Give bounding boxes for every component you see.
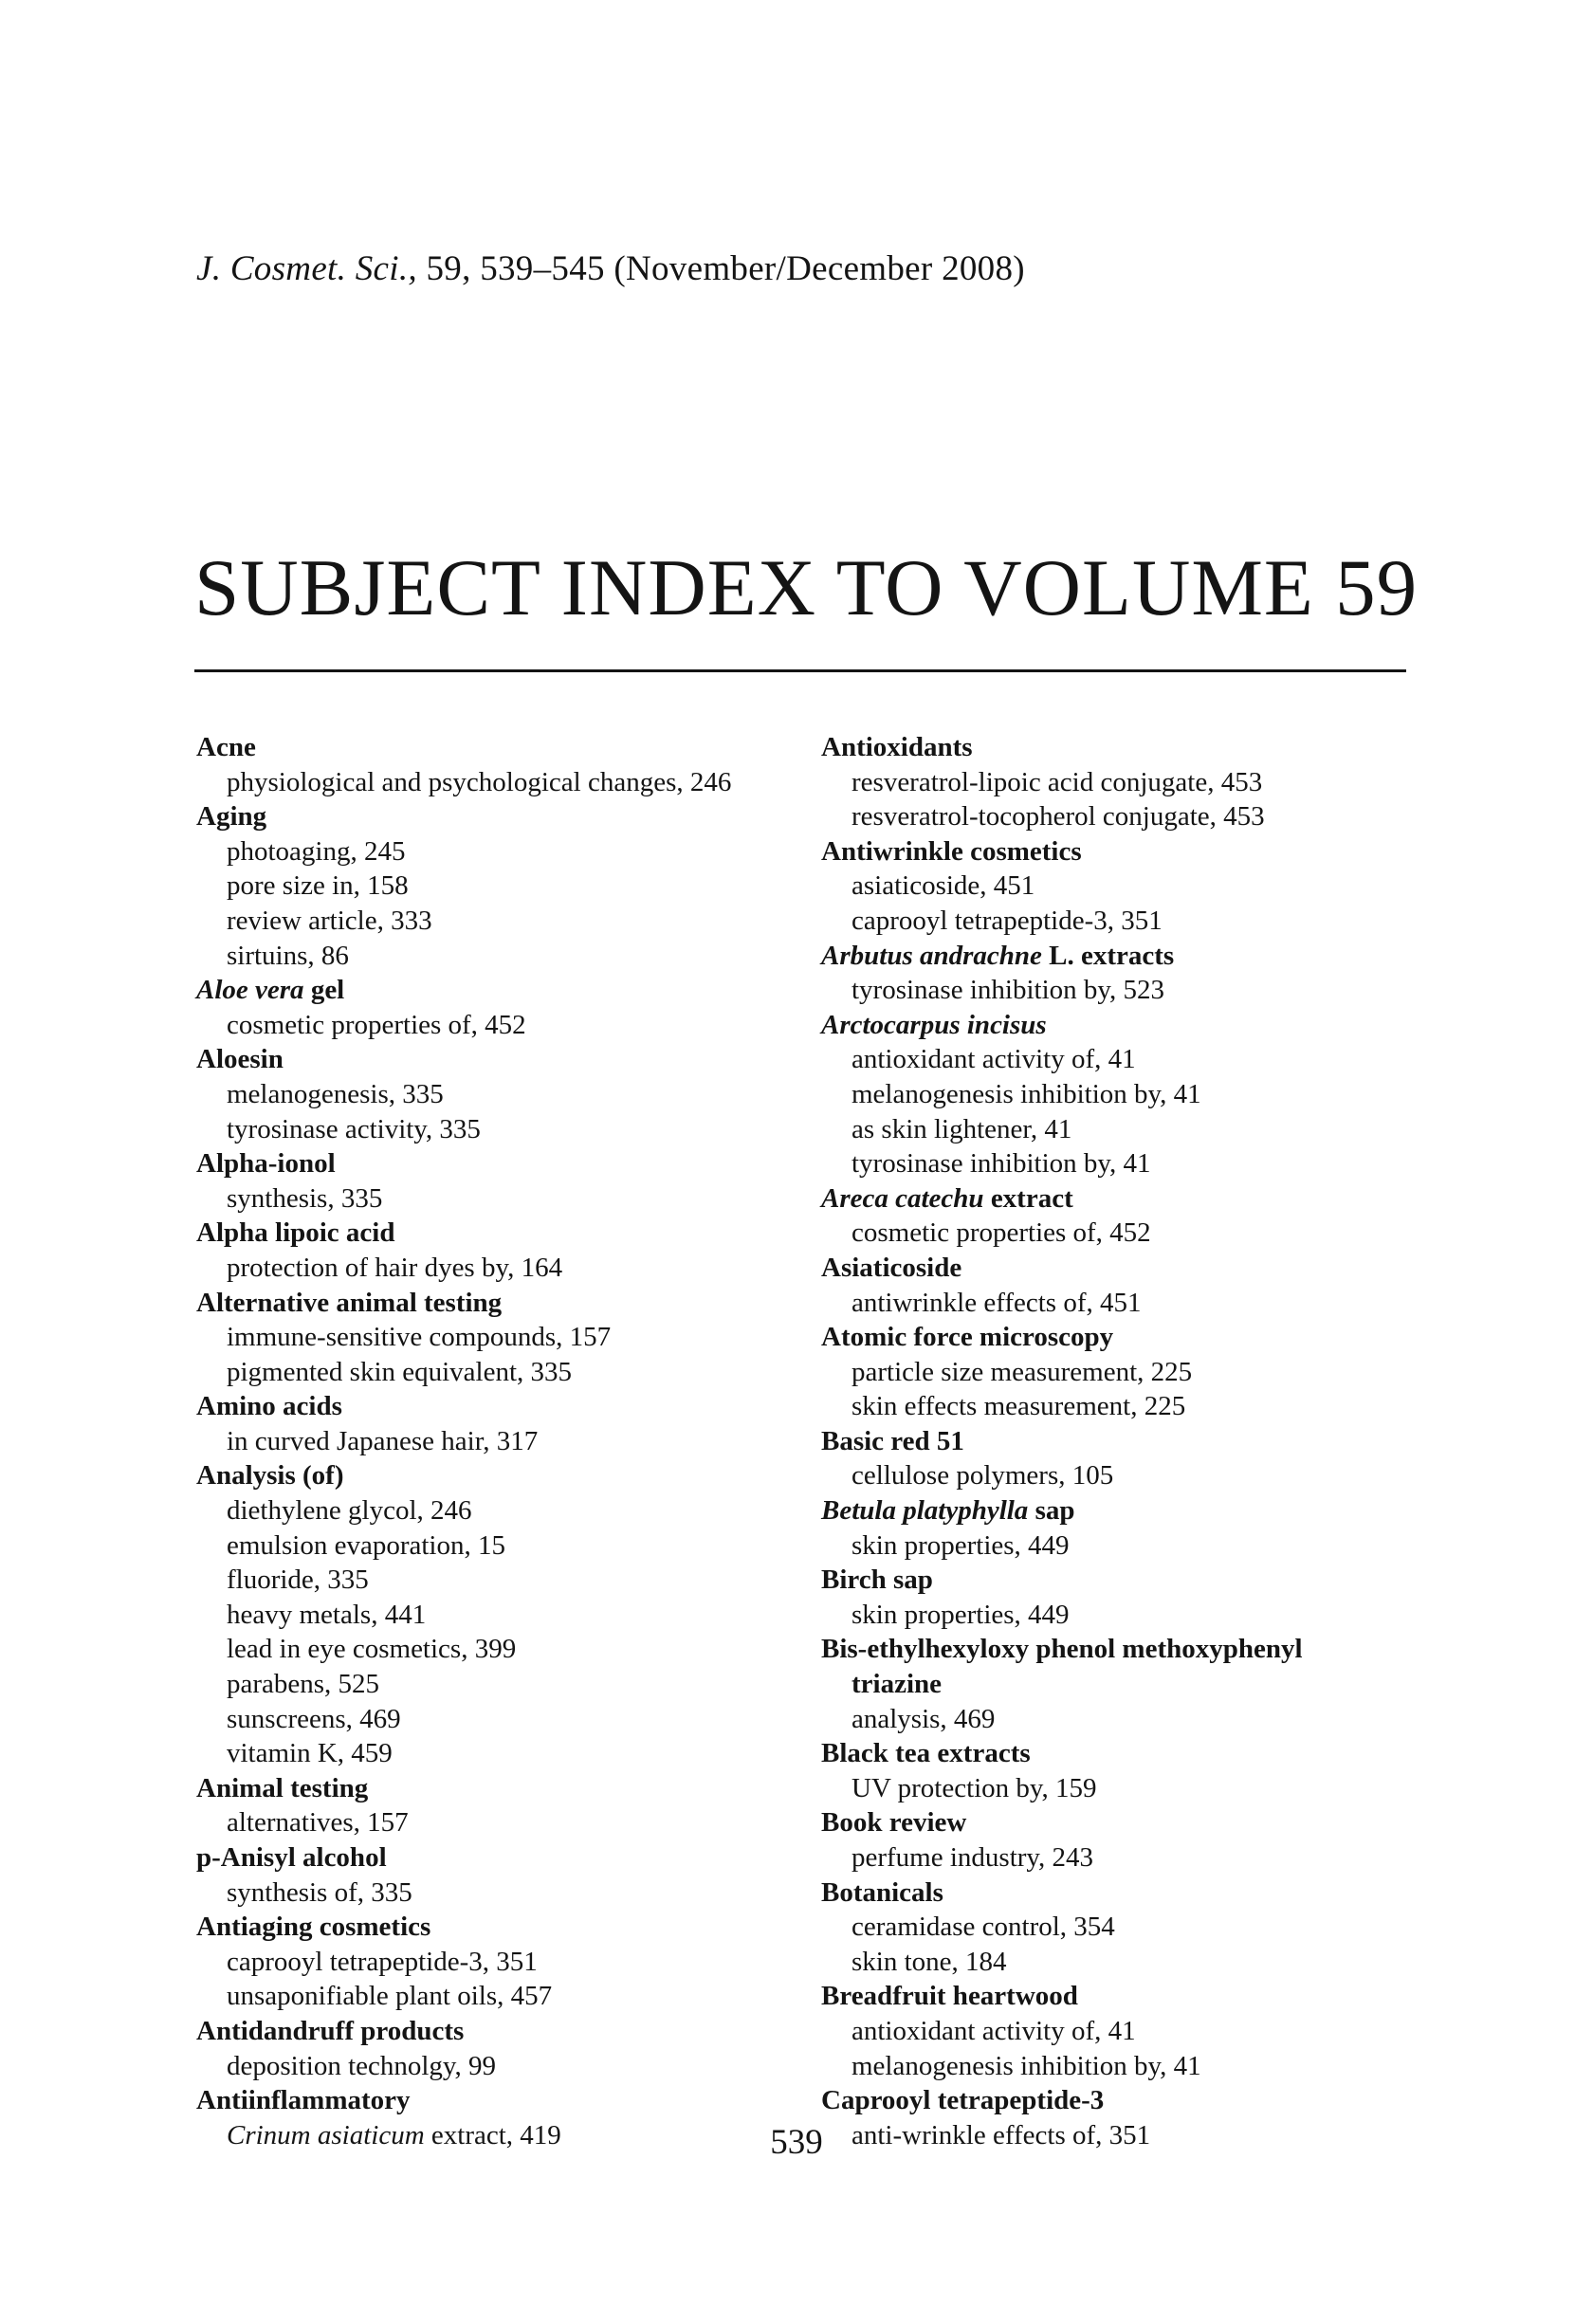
index-column-right: [821, 730, 1447, 2152]
index-entry: [196, 1458, 803, 1770]
entry-heading: [196, 2014, 803, 2049]
entry-heading-text: gel: [303, 975, 345, 1006]
entry-subheading: antiwrinkle effects of, 451: [851, 1287, 1142, 1318]
entry-heading: [196, 2083, 803, 2118]
entry-subheading: tyrosinase activity, 335: [227, 1113, 481, 1144]
entry-subheading: vitamin K, 459: [227, 1738, 393, 1769]
entry-heading-italic: Arctocarpus incisus: [821, 1009, 1047, 1040]
entry-subheading: ceramidase control, 354: [851, 1912, 1115, 1943]
index-entry: [821, 1424, 1447, 1493]
page-title: SUBJECT INDEX TO VOLUME 59: [194, 543, 1419, 632]
entry-heading: [821, 834, 1447, 869]
entry-subheading: caprooyl tetrapeptide-3, 351: [227, 1946, 538, 1977]
entry-heading: [196, 799, 803, 834]
index-entry: [821, 1563, 1447, 1632]
index-entry: [196, 730, 803, 799]
entry-heading: [821, 1424, 1447, 1459]
entry-heading: [196, 1286, 803, 1321]
entry-heading-italic: Arbutus andrachne: [821, 940, 1042, 971]
entry-heading-text: Antidandruff products: [196, 2015, 465, 2046]
entry-subheading: skin tone, 184: [851, 1946, 1007, 1977]
entry-heading-text: Analysis (of): [196, 1460, 344, 1491]
index-entry: [196, 1216, 803, 1285]
entry-subheading: asiaticoside, 451: [851, 870, 1035, 902]
entry-heading-text: Asiaticoside: [821, 1252, 962, 1283]
entry-heading-text: Atomic force microscopy: [821, 1322, 1114, 1353]
entry-heading-text: Amino acids: [196, 1391, 342, 1422]
entry-heading-italic: Areca catechu: [821, 1182, 984, 1214]
entry-heading: [821, 1876, 1447, 1911]
entry-subheading: in curved Japanese hair, 317: [227, 1425, 539, 1456]
index-entry: [196, 1286, 803, 1390]
entry-heading-continued: triazine: [851, 1669, 943, 1700]
entry-heading-text: Alternative animal testing: [196, 1287, 503, 1318]
entry-heading: [196, 1771, 803, 1806]
entry-subheading: protection of hair dyes by, 164: [227, 1252, 563, 1283]
entry-heading-text: p-Anisyl alcohol: [196, 1842, 387, 1873]
entry-subheading: resveratrol-tocopherol conjugate, 453: [851, 801, 1265, 833]
entry-heading: [821, 939, 1447, 974]
index-entry: [196, 1146, 803, 1216]
journal-header: [196, 248, 1025, 289]
entry-heading: [821, 1736, 1447, 1771]
index-entry: [821, 1181, 1447, 1251]
entry-subheading: pore size in, 158: [227, 870, 409, 902]
entry-subheading: pigmented skin equivalent, 335: [227, 1356, 573, 1387]
entry-heading-text: Caprooyl tetrapeptide-3: [821, 2085, 1105, 2116]
entry-heading-text: Aloesin: [196, 1044, 284, 1075]
entry-subheading: antioxidant activity of, 41: [851, 2015, 1136, 2046]
entry-subheading: parabens, 525: [227, 1669, 380, 1700]
entry-subheading: lead in eye cosmetics, 399: [227, 1634, 517, 1665]
entry-subheading: skin properties, 449: [851, 1529, 1070, 1561]
entry-subheading: analysis, 469: [851, 1703, 996, 1734]
entry-subheading: immune-sensitive compounds, 157: [227, 1322, 612, 1353]
entry-subheading: deposition technolgy, 99: [227, 2050, 497, 2081]
entry-heading: [821, 2083, 1447, 2118]
entry-heading: [196, 1910, 803, 1945]
entry-heading-text: Antiwrinkle cosmetics: [821, 835, 1082, 867]
entry-subheading: cosmetic properties of, 452: [851, 1217, 1151, 1249]
entry-subheading: tyrosinase inhibition by, 523: [851, 975, 1164, 1006]
entry-heading: [821, 1320, 1447, 1355]
entry-heading: [196, 1216, 803, 1251]
index-entry: [821, 1632, 1447, 1736]
index-entry: [196, 1042, 803, 1146]
entry-heading: [196, 1389, 803, 1424]
entry-heading: [821, 730, 1447, 765]
entry-heading-text: Antioxidants: [821, 732, 973, 762]
entry-heading: [821, 1805, 1447, 1840]
entry-heading-text: Botanicals: [821, 1876, 943, 1908]
entry-subheading-italic: Crinum asiaticum: [227, 2119, 425, 2150]
index-column-left: [196, 730, 803, 2152]
entry-subheading: melanogenesis, 335: [227, 1078, 444, 1109]
entry-subheading: perfume industry, 243: [851, 1842, 1094, 1873]
index-entry: [196, 799, 803, 973]
entry-subheading: fluoride, 335: [227, 1565, 369, 1596]
entry-heading-text: Alpha lipoic acid: [196, 1217, 395, 1249]
entry-heading-text: sap: [1028, 1495, 1075, 1527]
entry-heading-text: L. extracts: [1041, 940, 1175, 971]
entry-heading: [821, 1632, 1447, 1667]
index-entry: [821, 1736, 1447, 1805]
entry-subheading: resveratrol-lipoic acid conjugate, 453: [851, 766, 1263, 797]
entry-heading-text: Acne: [196, 732, 256, 762]
journal-name: J. Cosmet. Sci.,: [196, 249, 417, 288]
entry-subheading: anti-wrinkle effects of, 351: [851, 2119, 1151, 2150]
entry-subheading: unsaponifiable plant oils, 457: [227, 1981, 553, 2012]
entry-heading-text: Alpha-ionol: [196, 1148, 336, 1180]
entry-subheading: tyrosinase inhibition by, 41: [851, 1148, 1151, 1180]
entry-heading-text: Basic red 51: [821, 1425, 964, 1456]
entry-heading: [821, 1008, 1447, 1043]
entry-heading: [196, 973, 803, 1008]
index-entry: [196, 2014, 803, 2083]
index-entry: [196, 1389, 803, 1458]
entry-heading: [821, 1493, 1447, 1528]
entry-subheading: cellulose polymers, 105: [851, 1460, 1114, 1491]
entry-heading: [196, 1146, 803, 1181]
entry-subheading: heavy metals, 441: [227, 1599, 427, 1630]
entry-subheading: diethylene glycol, 246: [227, 1495, 472, 1527]
index-entry: [821, 730, 1447, 834]
entry-subheading: particle size measurement, 225: [851, 1356, 1193, 1387]
index-entry: [821, 834, 1447, 939]
entry-subheading: melanogenesis inhibition by, 41: [851, 1078, 1201, 1109]
entry-heading: [821, 1563, 1447, 1598]
entry-heading: [821, 1181, 1447, 1217]
entry-subheading: as skin lightener, 41: [851, 1113, 1072, 1144]
index-entry: [821, 1493, 1447, 1563]
entry-subheading: sirtuins, 86: [227, 940, 349, 971]
entry-heading-italic: Betula platyphylla: [821, 1495, 1029, 1527]
entry-heading-text: Birch sap: [821, 1565, 933, 1596]
index-entry: [196, 1910, 803, 2014]
index-entry: [821, 1805, 1447, 1875]
entry-heading: [821, 1251, 1447, 1286]
entry-subheading: alternatives, 157: [227, 1807, 409, 1839]
index-entry: [821, 1979, 1447, 2083]
entry-heading: [196, 1840, 803, 1876]
entry-subheading: skin properties, 449: [851, 1599, 1070, 1630]
entry-subheading: emulsion evaporation, 15: [227, 1529, 505, 1561]
entry-subheading: skin effects measurement, 225: [851, 1391, 1186, 1422]
entry-subheading: physiological and psychological changes, 246: [227, 766, 732, 797]
entry-heading-text: Aging: [196, 801, 267, 833]
entry-heading-text: Antiaging cosmetics: [196, 1912, 431, 1943]
index-entry: [821, 939, 1447, 1008]
entry-heading: [196, 730, 803, 765]
entry-heading-text: Book review: [821, 1807, 967, 1839]
index-entry: [196, 1771, 803, 1840]
entry-subheading: antioxidant activity of, 41: [851, 1044, 1136, 1075]
entry-heading-text: Breadfruit heartwood: [821, 1981, 1078, 2012]
entry-heading: [196, 1042, 803, 1077]
entry-heading: [821, 1979, 1447, 2014]
entry-heading-italic: Aloe vera: [196, 975, 304, 1006]
title-rule: [194, 669, 1406, 672]
entry-heading-text: extract: [983, 1182, 1073, 1214]
entry-subheading: synthesis, 335: [227, 1182, 383, 1214]
entry-subheading: photoaging, 245: [227, 835, 406, 867]
entry-subheading: sunscreens, 469: [227, 1703, 401, 1734]
entry-subheading: caprooyl tetrapeptide-3, 351: [851, 905, 1163, 936]
entry-subheading: melanogenesis inhibition by, 41: [851, 2050, 1201, 2081]
entry-heading-text: Black tea extracts: [821, 1738, 1031, 1769]
entry-subheading: synthesis of, 335: [227, 1876, 412, 1908]
index-entry: [821, 1876, 1447, 1980]
entry-subheading: UV protection by, 159: [851, 1772, 1097, 1803]
index-entry: [821, 1320, 1447, 1424]
entry-heading: [196, 1458, 803, 1493]
entry-subheading: cosmetic properties of, 452: [227, 1009, 526, 1040]
index-entry: [821, 1008, 1447, 1181]
entry-heading-text: Antiinflammatory: [196, 2085, 411, 2116]
entry-heading-text: Animal testing: [196, 1772, 369, 1803]
journal-citation: 59, 539–545 (November/December 2008): [426, 249, 1025, 288]
index-entry: [196, 1840, 803, 1910]
entry-heading-text: Bis-ethylhexyloxy phenol methoxyphenyl: [821, 1634, 1303, 1665]
index-entry: [821, 1251, 1447, 1320]
entry-subheading: review article, 333: [227, 905, 432, 936]
entry-subheading-text: extract, 419: [424, 2119, 561, 2150]
index-entry: [196, 973, 803, 1042]
page-number: 539: [770, 2123, 823, 2162]
